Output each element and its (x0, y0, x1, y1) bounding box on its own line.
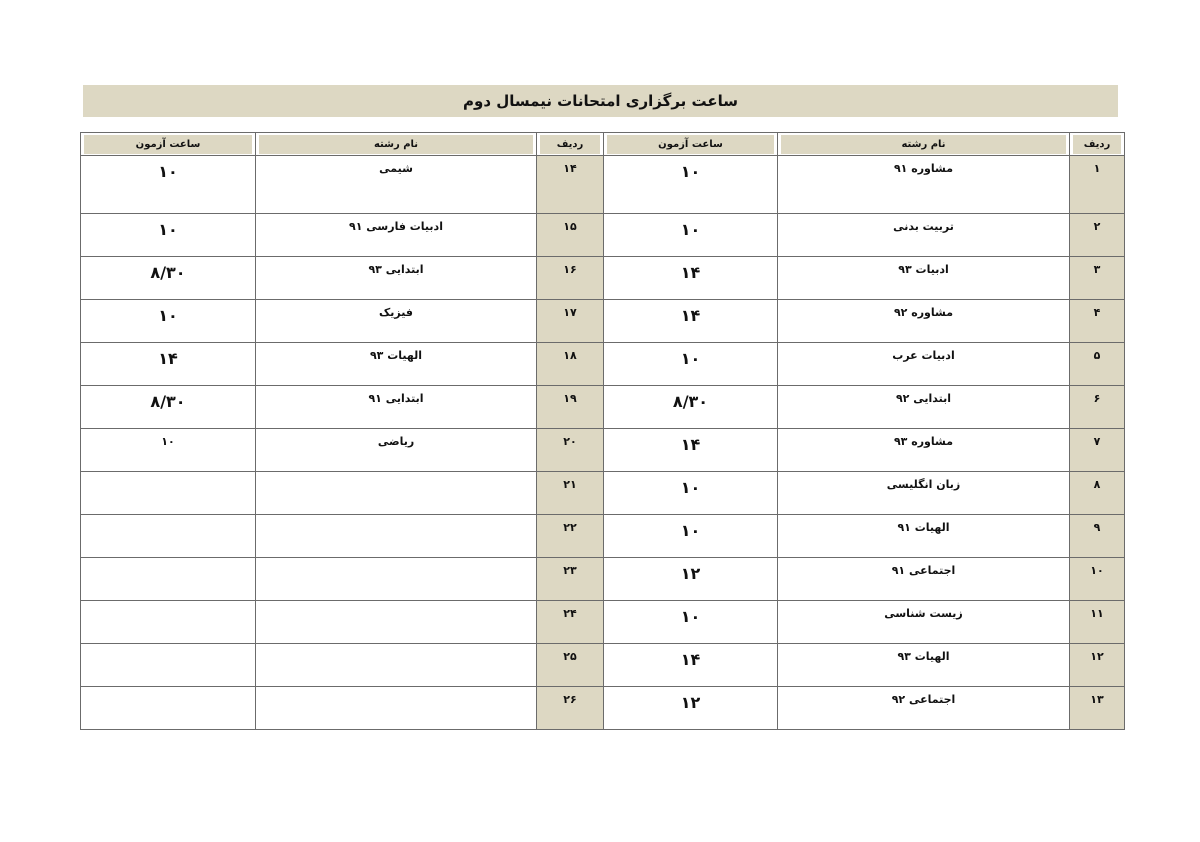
major-name (256, 472, 537, 515)
table-row (81, 386, 1125, 429)
table-row (81, 558, 1125, 601)
header-label: ردیف (540, 135, 600, 154)
row-number: ۲۳ (537, 558, 604, 601)
exam-time (81, 687, 256, 730)
exam-time: ۱۰ (604, 472, 778, 515)
table-row (81, 214, 1125, 257)
row-number: ۱۸ (537, 343, 604, 386)
page-title: ساعت برگزاری امتحانات نیمسال دوم (463, 92, 739, 110)
exam-time: ۱۴ (604, 257, 778, 300)
exam-time: ۱۰ (604, 214, 778, 257)
row-number: ۳ (1070, 257, 1125, 300)
row-number: ۶ (1070, 386, 1125, 429)
exam-time: ۱۰ (604, 601, 778, 644)
row-number: ۲۰ (537, 429, 604, 472)
exam-schedule-table (80, 132, 1125, 730)
row-number: ۸ (1070, 472, 1125, 515)
major-name (256, 558, 537, 601)
major-name: ابتدایی ۹۱ (256, 386, 537, 429)
table-header-row (81, 133, 1125, 156)
major-name: ابتدایی ۹۳ (256, 257, 537, 300)
header-major-name-right (778, 133, 1070, 156)
major-name: ابتدایی ۹۲ (778, 386, 1070, 429)
table-row (81, 257, 1125, 300)
table-row (81, 687, 1125, 730)
major-name: مشاوره ۹۱ (778, 156, 1070, 214)
row-number: ۱۵ (537, 214, 604, 257)
major-name: الهیات ۹۳ (256, 343, 537, 386)
exam-time: ۱۴ (604, 300, 778, 343)
major-name (256, 601, 537, 644)
table-row (81, 515, 1125, 558)
row-number: ۱۶ (537, 257, 604, 300)
row-number: ۲ (1070, 214, 1125, 257)
major-name: ریاضی (256, 429, 537, 472)
header-label: نام رشته (259, 135, 533, 154)
exam-time (81, 472, 256, 515)
exam-time: ۱۴ (604, 644, 778, 687)
exam-time: ۱۲ (604, 687, 778, 730)
row-number: ۲۵ (537, 644, 604, 687)
major-name: ادبیات عرب (778, 343, 1070, 386)
major-name: زبان انگلیسی (778, 472, 1070, 515)
header-row-number-right (1070, 133, 1125, 156)
major-name: الهیات ۹۳ (778, 644, 1070, 687)
exam-time: ۱۰ (604, 156, 778, 214)
major-name (256, 687, 537, 730)
table-row (81, 343, 1125, 386)
exam-time: ۱۰ (81, 156, 256, 214)
row-number: ۱۱ (1070, 601, 1125, 644)
header-label: ساعت آزمون (607, 135, 774, 154)
major-name: مشاوره ۹۳ (778, 429, 1070, 472)
exam-time (81, 558, 256, 601)
exam-time: ۱۰ (81, 429, 256, 472)
row-number: ۱۰ (1070, 558, 1125, 601)
major-name: اجتماعی ۹۱ (778, 558, 1070, 601)
table-row (81, 472, 1125, 515)
exam-time: ۱۲ (604, 558, 778, 601)
header-label: ساعت آزمون (84, 135, 252, 154)
page-title-bar (83, 85, 1118, 117)
row-number: ۲۴ (537, 601, 604, 644)
row-number: ۱ (1070, 156, 1125, 214)
row-number: ۲۶ (537, 687, 604, 730)
exam-time: ۱۰ (604, 515, 778, 558)
row-number: ۴ (1070, 300, 1125, 343)
major-name: شیمی (256, 156, 537, 214)
exam-time: ۱۰ (81, 300, 256, 343)
header-exam-time-left (81, 133, 256, 156)
row-number: ۱۴ (537, 156, 604, 214)
row-number: ۵ (1070, 343, 1125, 386)
major-name: تربیت بدنی (778, 214, 1070, 257)
row-number: ۱۹ (537, 386, 604, 429)
major-name: ادبیات فارسی ۹۱ (256, 214, 537, 257)
major-name: الهیات ۹۱ (778, 515, 1070, 558)
header-row-number-left (537, 133, 604, 156)
table-row (81, 601, 1125, 644)
header-label: ردیف (1073, 135, 1121, 154)
exam-time: ۱۰ (604, 343, 778, 386)
major-name: اجتماعی ۹۲ (778, 687, 1070, 730)
major-name (256, 644, 537, 687)
row-number: ۹ (1070, 515, 1125, 558)
exam-time: ۸/۳۰ (81, 386, 256, 429)
table-row (81, 300, 1125, 343)
exam-time (81, 601, 256, 644)
row-number: ۱۷ (537, 300, 604, 343)
header-exam-time-right (604, 133, 778, 156)
exam-time (81, 644, 256, 687)
exam-time (81, 515, 256, 558)
major-name: مشاوره ۹۲ (778, 300, 1070, 343)
header-major-name-left (256, 133, 537, 156)
major-name: فیزیک (256, 300, 537, 343)
exam-time: ۸/۳۰ (81, 257, 256, 300)
exam-time: ۱۰ (81, 214, 256, 257)
row-number: ۱۲ (1070, 644, 1125, 687)
exam-time: ۸/۳۰ (604, 386, 778, 429)
major-name: ادبیات ۹۳ (778, 257, 1070, 300)
header-label: نام رشته (781, 135, 1066, 154)
row-number: ۷ (1070, 429, 1125, 472)
exam-time: ۱۴ (81, 343, 256, 386)
row-number: ۲۱ (537, 472, 604, 515)
exam-time: ۱۴ (604, 429, 778, 472)
row-number: ۱۳ (1070, 687, 1125, 730)
table-row (81, 156, 1125, 214)
major-name: زیست شناسی (778, 601, 1070, 644)
table-row (81, 644, 1125, 687)
major-name (256, 515, 537, 558)
table-row (81, 429, 1125, 472)
row-number: ۲۲ (537, 515, 604, 558)
